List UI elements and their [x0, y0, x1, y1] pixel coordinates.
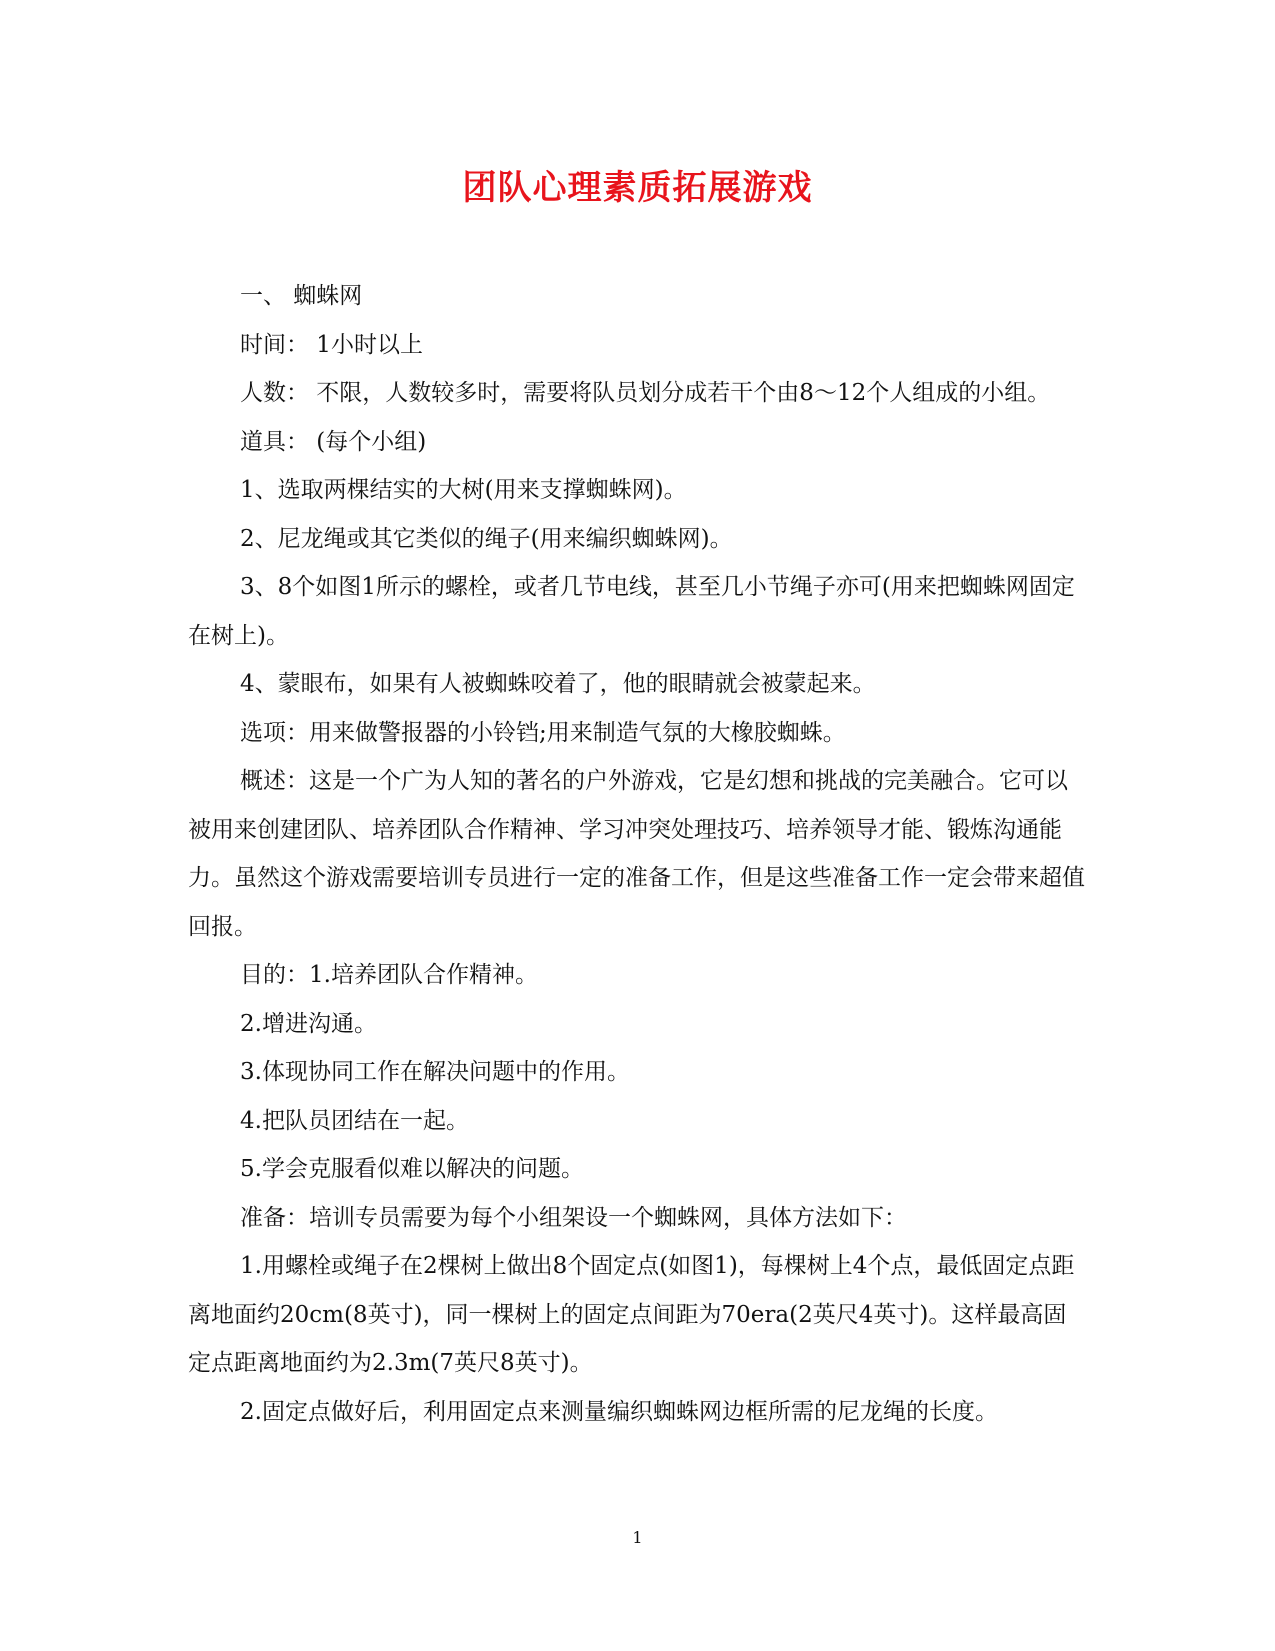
- paragraph-time: 时间： 1小时以上: [240, 331, 423, 358]
- paragraph-overview: 概述：这是一个广为人知的著名的户外游戏，它是幻想和挑战的完美融合。它可以被用来创建团队、培养团队合作精神、学习冲突处理技巧、培养领导才能、锻炼沟通能力。虽然这个游戏需要培训专员进行一定的准备工作，但是这些准备工作一定会带来超值回报。: [188, 768, 1085, 940]
- paragraph-prop-2: 2、尼龙绳或其它类似的绳子(用来编织蜘蛛网)。: [240, 525, 733, 552]
- page-title: 团队心理素质拓展游戏: [462, 168, 813, 208]
- paragraph-goal-5: 5.学会克服看似难以解决的问题。: [240, 1156, 584, 1182]
- paragraph-goal-2: 2.增进沟通。: [240, 1010, 377, 1037]
- paragraph-prop-3: 3、8个如图1所示的螺栓，或者几节电线，甚至几小节绳子亦可(用来把蜘蛛网固定在树上)。: [188, 574, 1075, 649]
- paragraph-prop-1: 1、选取两棵结实的大树(用来支撑蜘蛛网)。: [240, 477, 687, 503]
- paragraph-goal-1: 目的：1.培养团队合作精神。: [240, 962, 538, 988]
- page-number: 1: [632, 1528, 643, 1547]
- paragraph-preparation: 准备：培训专员需要为每个小组架设一个蜘蛛网，具体方法如下：: [240, 1204, 907, 1231]
- paragraph-step-1: 1.用螺栓或绳子在2棵树上做出8个固定点(如图1)，每棵树上4个点，最低固定点距离地面约20cm(8英寸)，同一棵树上的固定点间距为70era(2英尺4英寸)。这样最高固定点距离地面约为2.3m(7英尺8英寸)。: [188, 1253, 1075, 1376]
- paragraph-goal-4: 4.把队员团结在一起。: [240, 1107, 469, 1134]
- paragraph-step-2: 2.固定点做好后，利用固定点来测量编织蜘蛛网边框所需的尼龙绳的长度。: [240, 1398, 998, 1425]
- paragraph-prop-4: 4、蒙眼布，如果有人被蜘蛛咬着了，他的眼睛就会被蒙起来。: [240, 671, 876, 697]
- paragraph-goal-3: 3.体现协同工作在解决问题中的作用。: [240, 1059, 630, 1085]
- paragraph-options: 选项：用来做警报器的小铃铛;用来制造气氛的大橡胶蜘蛛。: [240, 719, 846, 746]
- paragraph-participants: 人数： 不限，人数较多时，需要将队员划分成若干个由8～12个人组成的小组。: [240, 380, 1051, 406]
- section-heading: 一、 蜘蛛网: [240, 283, 363, 309]
- paragraph-props: 道具： (每个小组): [240, 428, 427, 455]
- document-body: [188, 272, 1088, 1436]
